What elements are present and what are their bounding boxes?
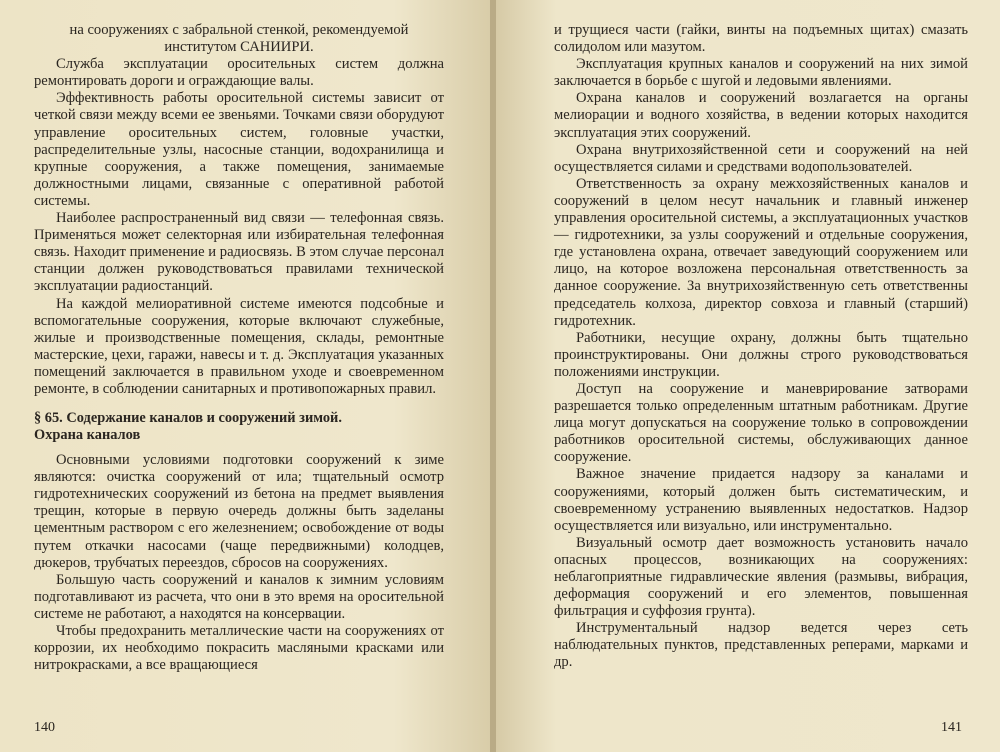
left-paragraph: на сооружениях с забральной стенкой, рекомендуемой институтом САНИИРИ. [69, 22, 409, 56]
left-page-text [34, 22, 444, 674]
page-number-left: 140 [34, 720, 55, 735]
right-paragraph: Важное значение придается надзору за каналами и сооружениями, который должен быть систематическим, и своевременному устранению выявленных недостатков. Надзор осуществляется или визуально, или инструментально. [554, 466, 968, 534]
left-paragraph: Эффективность работы оросительной системы зависит от четкой связи между всеми ее звеньями. Точками связи оборудуют управление оросительных систем, головные участки, распределительные узлы, насосные станции, водохранилища и крупные сооружения, а также помещения, занимаемые должностными лицами, связанные с оперативной работой системы. [34, 90, 444, 209]
right-paragraph: Охрана внутрихозяйственной сети и сооружений на ней осуществляется силами и средствами водопользователей. [554, 141, 968, 175]
right-paragraph: Ответственность за охрану межхозяйственных каналов и сооружений в целом несут начальник и главный инженер управления оросительной системы, а эксплуатационных участков — гидротехники, за узлы сооружений и отдельные сооружения, где установлена охрана, отвечает заведующий сооружением или лицо, на которое возложена персональная ответственность за данное сооружение. За внутрихозяйственную сеть ответственны председатель колхоза, директор совхоза и главный (старший) гидротехник. [554, 175, 968, 329]
left-paragraph: Наиболее распространенный вид связи — телефонная связь. Применяться может селекторная или избирательная телефонная связь. Находит применение и радиосвязь. В этом случае персонал станции должен руководствоваться правилами технической эксплуатации радиостанций. [34, 210, 444, 295]
right-paragraph: Доступ на сооружение и маневрирование затворами разрешается только определенным штатным работникам. Другие лица могут допускаться на сооружение только в сопровождении работников оросительной системы, обслуживающих данное сооружение. [554, 380, 968, 466]
right-paragraph: Визуальный осмотр дает возможность установить начало опасных процессов, возникающих на сооружениях: неблагоприятные гидравлические явления (размывы, вибрация, деформация сооружений и его элементов, повышенная фильтрация и суффозия грунта). [554, 534, 968, 620]
left-paragraph: Основными условиями подготовки сооружений к зиме являются: очистка сооружений от ила; тщательный осмотр гидротехнических сооружений из бетона на предмет выявления трещин, которые в первую очередь должны быть заделаны цементным раствором с его железнением; освобождение от воды путем откачки насосами (чаще передвижными) колодцев, дюкеров, трубчатых переездов, сбросов на сооружениях. [34, 452, 444, 571]
page-number-right: 141 [941, 720, 962, 735]
left-paragraph: Служба эксплуатации оросительных систем должна ремонтировать дороги и ограждающие валы. [34, 56, 444, 90]
section-heading-line2: Охрана каналов [34, 427, 141, 444]
right-paragraph: Охрана каналов и сооружений возлагается на органы мелиорации и водного хозяйства, в ведении которых находится эксплуатация этих сооружений. [554, 90, 968, 141]
left-page [0, 0, 492, 752]
right-paragraph: и трущиеся части (гайки, винты на подъемных щитах) смазать солидолом или мазутом. [554, 22, 968, 56]
section-heading-line1: § 65. Содержание каналов и сооружений зимой. [34, 410, 342, 427]
left-paragraph: Большую часть сооружений и каналов к зимним условиям подготавливают из расчета, что они в это время на оросительной системе не работают, а находятся на консервации. [34, 571, 444, 622]
right-paragraph: Работники, несущие охрану, должны быть тщательно проинструктированы. Они должны строго руководствоваться положениями инструкции. [554, 329, 968, 380]
right-paragraph: Инструментальный надзор ведется через сеть наблюдательных пунктов, представленных реперами, марками и др. [554, 620, 968, 671]
section-heading [34, 410, 444, 444]
left-paragraph: Чтобы предохранить металлические части на сооружениях от коррозии, их необходимо покрасить масляными красками или нитрокрасками, а все вращающиеся [34, 623, 444, 674]
right-page [496, 0, 1000, 752]
left-paragraph: На каждой мелиоративной системе имеются подсобные и вспомогательные сооружения, которые включают служебные, жилые и производственные помещения, склады, ремонтные мастерские, цехи, гаражи, навесы и т. д. Эксплуатация указанных помещений заключается в правильном уходе и своевременном ремонте, в соблюдении санитарных и противопожарных правил. [34, 295, 444, 397]
right-paragraph: Эксплуатация крупных каналов и сооружений на них зимой заключается в борьбе с шугой и ледовыми явлениями. [554, 56, 968, 90]
right-page-text [554, 22, 968, 672]
